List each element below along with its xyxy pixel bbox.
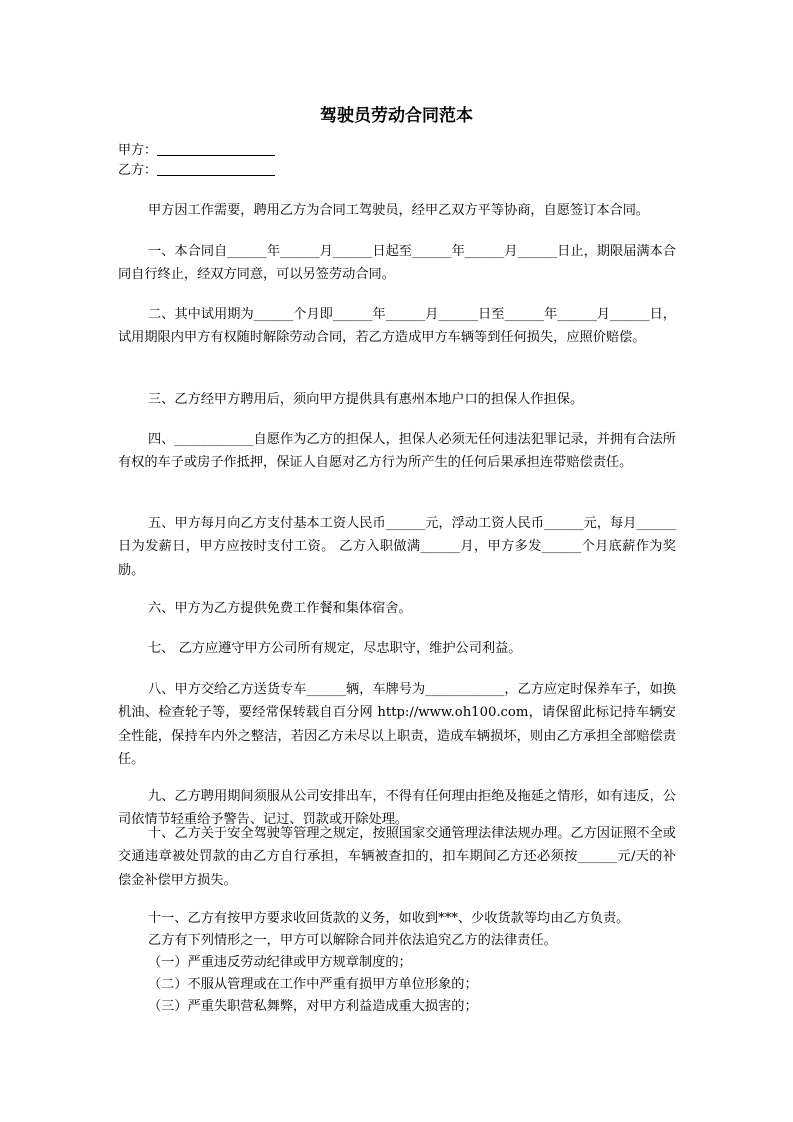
party-a-label: 甲方： <box>118 143 158 158</box>
party-a-line <box>118 142 275 160</box>
paragraph-clause-4: 四、____________自愿作为乙方的担保人，担保人必须无任何违法犯罪记录，并拥有合法所有权的车子或房子作抵押，保证人自愿对乙方行为所产生的任何后果承担连带赔偿责任。 <box>118 432 676 471</box>
paragraph-clause-6: 六、甲方为乙方提供免费工作餐和集体宿舍。 <box>148 601 412 616</box>
party-b-line <box>118 162 275 180</box>
party-b-label: 乙方： <box>118 163 158 178</box>
paragraph-clause-1: 一、本合同自______年______月______日起至______年______月______日止，期限届满本合同自行终止，经双方同意，可以另签劳动合同。 <box>118 244 676 283</box>
paragraph-clause-10: 十、乙方关于安全驾驶等管理之规定，按照国家交通管理法律法规办理。乙方因证照不全或交通违章被处罚款的由乙方自行承担，车辆被查扣的，扣车期间乙方还必须按______元/天的补偿金补偿甲方损失。 <box>118 826 676 888</box>
paragraph-clause-7: 七、 乙方应遵守甲方公司所有规定，尽忠职守，维护公司利益。 <box>148 641 522 656</box>
paragraph-termination-intro: 乙方有下列情形之一，甲方可以解除合同并依法追究乙方的法律责任。 <box>148 933 557 948</box>
paragraph-termination-item-1: （一）严重违反劳动纪律或甲方规章制度的； <box>148 955 412 970</box>
party-a-blank <box>157 142 275 156</box>
paragraph-clause-8: 八、甲方交给乙方送货专车______辆，车牌号为____________，乙方应定时保养车子，如换机油、检查轮子等，要经常保转载自百分网 http://www.oh100.com，请保留此标记持车辆安全性能，保持车内外之整洁，若因乙方未尽以上职责，造成车辆损坏，则由乙方承担全部赔偿责任。 <box>118 682 676 768</box>
paragraph-termination-item-3: （三）严重失职营私舞弊，对甲方利益造成重大损害的； <box>148 999 478 1014</box>
document-title: 驾驶员劳动合同范本 <box>320 106 473 126</box>
paragraph-clause-11: 十一、乙方有按甲方要求收回货款的义务，如收到***、少收货款等均由乙方负责。 <box>148 911 630 926</box>
paragraph-clause-5: 五、甲方每月向乙方支付基本工资人民币______元，浮动工资人民币______元，每月______日为发薪日，甲方应按时支付工资。 乙方入职做满______月，甲方多发______个月底薪作为奖励。 <box>118 516 676 578</box>
paragraph-clause-9: 九、乙方聘用期间须服从公司安排出车，不得有任何理由拒绝及拖延之情形，如有违反，公司依情节轻重给予警告、记过、罚款或开除处理。 <box>118 789 676 828</box>
paragraph-intro: 甲方因工作需要，聘用乙方为合同工驾驶员，经甲乙双方平等协商，自愿签订本合同。 <box>148 203 650 218</box>
party-b-blank <box>157 162 275 176</box>
paragraph-termination-item-2: （二）不服从管理或在工作中严重有损甲方单位形象的； <box>148 977 478 992</box>
paragraph-clause-2: 二、其中试用期为______个月即______年______月______日至______年______月______日，试用期限内甲方有权随时解除劳动合同，若乙方造成甲方车辆等到任何损失，应照价赔偿。 <box>118 307 676 346</box>
paragraph-clause-3: 三、乙方经甲方聘用后，须向甲方提供具有惠州本地户口的担保人作担保。 <box>148 392 584 407</box>
